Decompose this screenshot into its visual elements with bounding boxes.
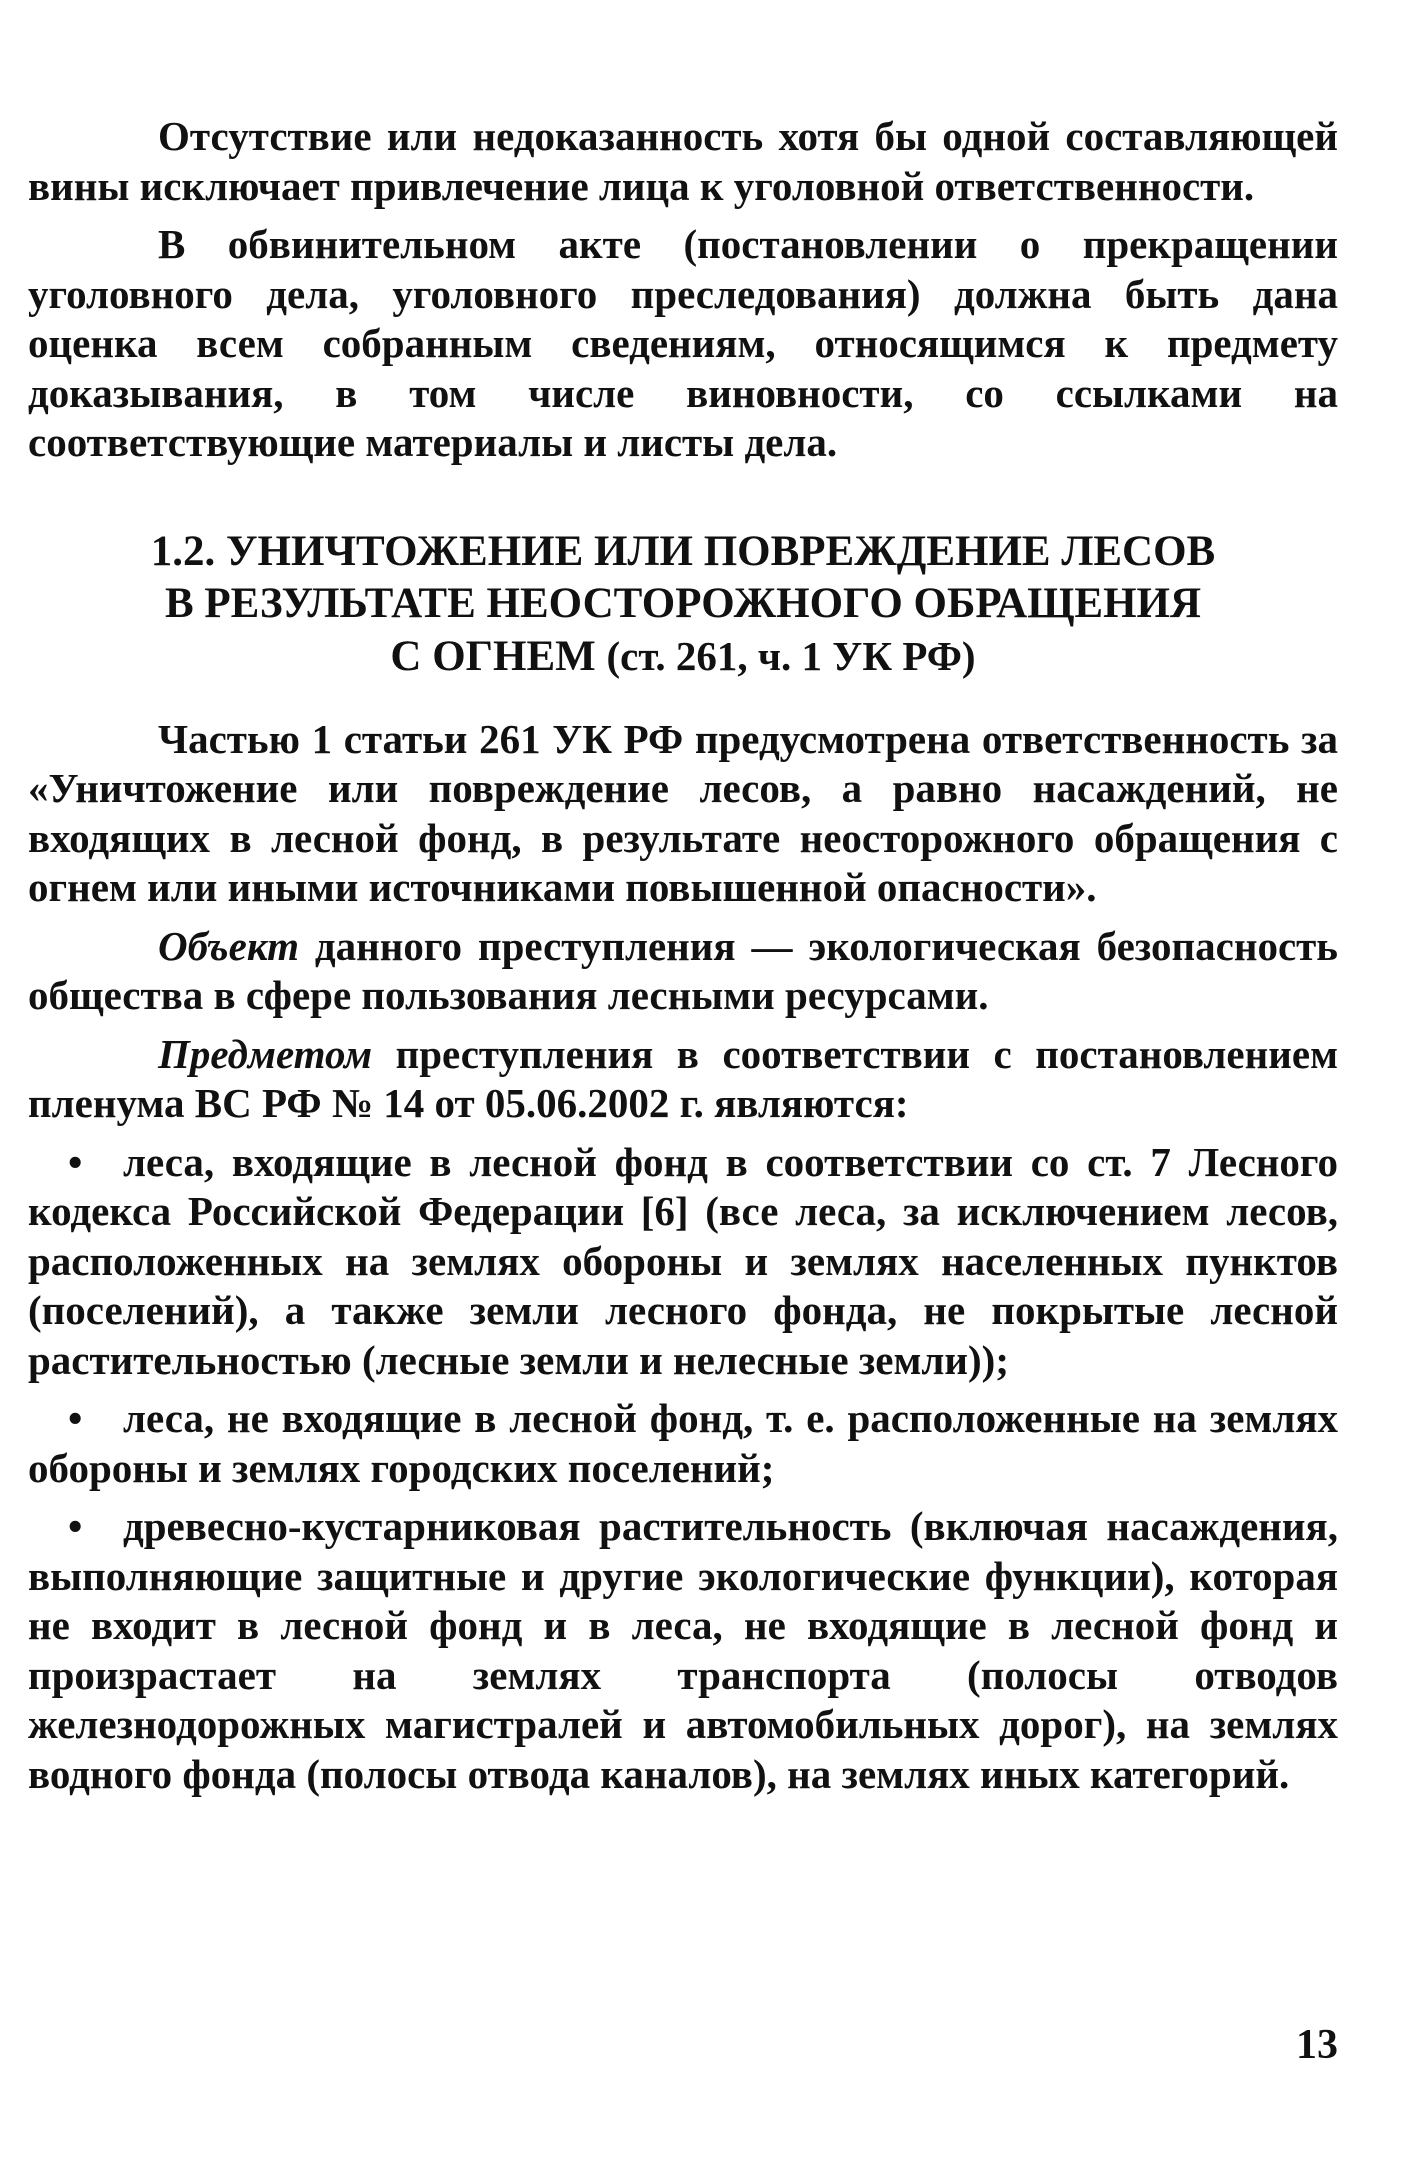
bullet-item-text: леса, не входящие в лесной фонд, т. е. расположенные на землях обороны и землях городских поселений;: [28, 1395, 1338, 1491]
body-paragraph-part1: Частью 1 статьи 261 УК РФ предусмотрена ответственность за «Уничтожение или повреждение лесов, а равно насаждений, не входящих в лесной фонд, в результате неосторожного обращения с огнем или иными источниками повышенной опасности».: [28, 715, 1338, 910]
intro-paragraph-1: Отсутствие или недоказанность хотя бы одной составляющей вины исключает привлечение лица к уголовной ответственности.: [28, 113, 1338, 209]
bullet-icon: •: [68, 1138, 83, 1185]
bullet-item-1: [28, 1138, 1338, 1386]
body-paragraph-subject: [28, 1030, 1338, 1129]
intro-paragraph-2: В обвинительном акте (постановлении о прекращении уголовного дела, уголовного преследования) должна быть дана оценка всем собранным сведениям, относящимся к предмету доказывания, в том числе виновности, со ссылками на соответствующие материалы и листы дела.: [28, 221, 1338, 465]
bullet-item-2: [28, 1394, 1338, 1493]
bullet-icon: •: [68, 1395, 83, 1441]
section-heading-article-ref: (ст. 261, ч. 1 УК РФ): [606, 632, 976, 679]
section-heading-line-1: 1.2. УНИЧТОЖЕНИЕ ИЛИ ПОВРЕЖДЕНИЕ ЛЕСОВ: [150, 527, 1216, 575]
term-object: Объект: [158, 922, 299, 969]
page-number: 13: [1296, 2022, 1338, 2068]
term-subject: Предметом: [158, 1030, 373, 1077]
subject-definition: преступления в соответствии с постановлением пленума ВС РФ № 14 от 05.06.2002 г. являются:: [28, 1030, 1338, 1126]
section-heading-line-2: В РЕЗУЛЬТАТЕ НЕОСТОРОЖНОГО ОБРАЩЕНИЯ: [164, 579, 1202, 627]
section-heading-line-3-main: С ОГНЕМ: [390, 632, 596, 680]
body-paragraph-object: [28, 922, 1338, 1021]
object-definition: данного преступления — экологическая безопасность общества в сфере пользования лесными ресурсами.: [28, 922, 1338, 1018]
document-page: [28, 112, 1338, 1799]
bullet-icon: •: [68, 1503, 83, 1549]
bullet-item-text: леса, входящие в лесной фонд в соответствии со ст. 7 Лесного кодекса Российской Федерации [6] (все леса, за исключением лесов, расположенных на землях обороны и землях населенных пунктов (поселений), а также земли лесного фонда, не покрытые лесной растительностью (лесные земли и нелесные земли));: [28, 1138, 1338, 1383]
section-heading: [28, 526, 1338, 683]
bullet-item-text: древесно-кустарниковая растительность (включая насаждения, выполняющие защитные и другие экологические функции), которая не входит в лесной фонд и в леса, не входящие в лесной фонд и произрастает на землях транспорта (полосы отводов железнодорожных магистралей и автомобильных дорог), на землях водного фонда (полосы отвода каналов), на землях иных категорий.: [28, 1503, 1338, 1797]
bullet-item-3: [28, 1502, 1338, 1799]
section-heading-line-3: [28, 630, 1338, 683]
